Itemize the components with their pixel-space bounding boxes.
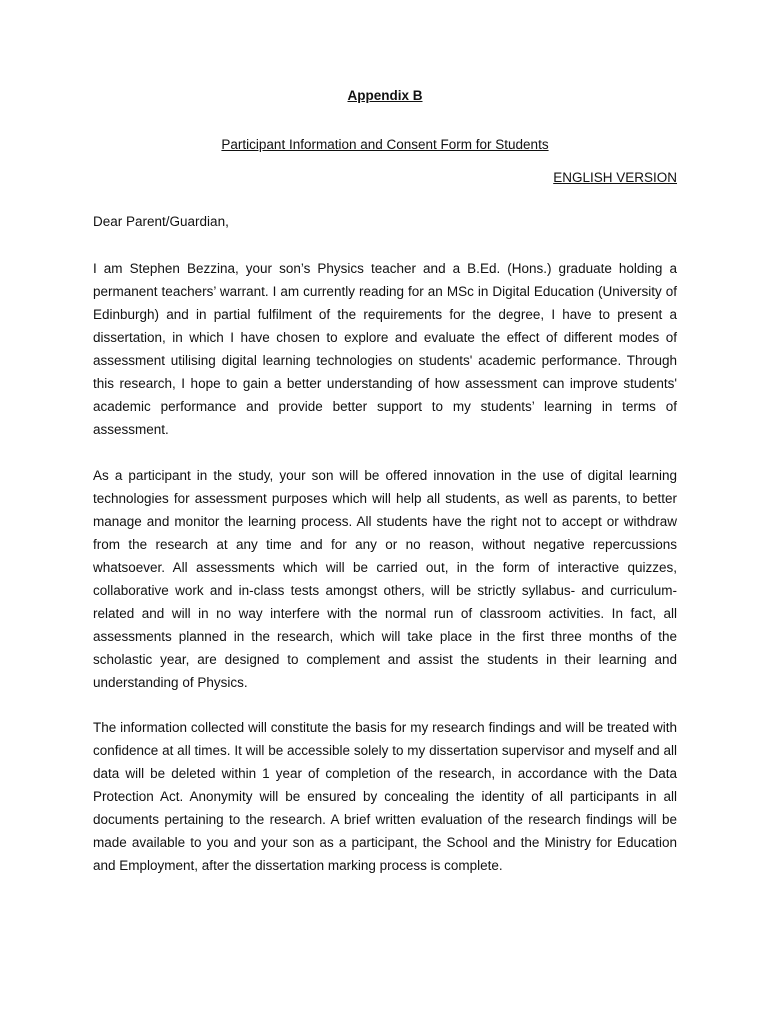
salutation: Dear Parent/Guardian, [93, 214, 229, 229]
version-label: ENGLISH VERSION [553, 170, 677, 185]
paragraph-participation: As a participant in the study, your son will be offered innovation in the use of digital learning technologies for assessment purposes which will help all students, as well as parents, to better manage and monitor the learning process. All students have the right not to accept or withdraw from the research at any time and for any or no reason, without negative repercussions whatsoever. All assessments which will be carried out, in the form of interactive quizzes, collaborative work and in-class tests amongst others, will be strictly syllabus- and curriculum-related and will in no way interfere with the normal run of classroom activities. In fact, all assessments planned in the research, which will take place in the first three months of the scholastic year, are designed to complement and assist the students in their learning and understanding of Physics. [93, 468, 677, 690]
appendix-heading: Appendix B [347, 88, 423, 103]
paragraph-confidentiality: The information collected will constitute the basis for my research findings and will be treated with confidence at all times. It will be accessible solely to my dissertation supervisor and myself and all data will be deleted within 1 year of completion of the research, in accordance with the Data Protection Act. Anonymity will be ensured by concealing the identity of all participants in all documents pertaining to the research. A brief written evaluation of the research findings will be made available to you and your son as a participant, the School and the Ministry for Education and Employment, after the dissertation marking process is complete. [93, 720, 677, 873]
form-title: Participant Information and Consent Form for Students [221, 137, 549, 152]
paragraph-introduction: I am Stephen Bezzina, your son’s Physics teacher and a B.Ed. (Hons.) graduate holding a permanent teachers’ warrant. I am currently reading for an MSc in Digital Education (University of Edinburgh) and in partial fulfilment of the requirements for the degree, I have to present a dissertation, in which I have chosen to explore and evaluate the effect of different modes of assessment utilising digital learning technologies on students' academic performance. Through this research, I hope to gain a better understanding of how assessment can improve students' academic performance and provide better support to my students’ learning in terms of assessment. [93, 261, 677, 437]
